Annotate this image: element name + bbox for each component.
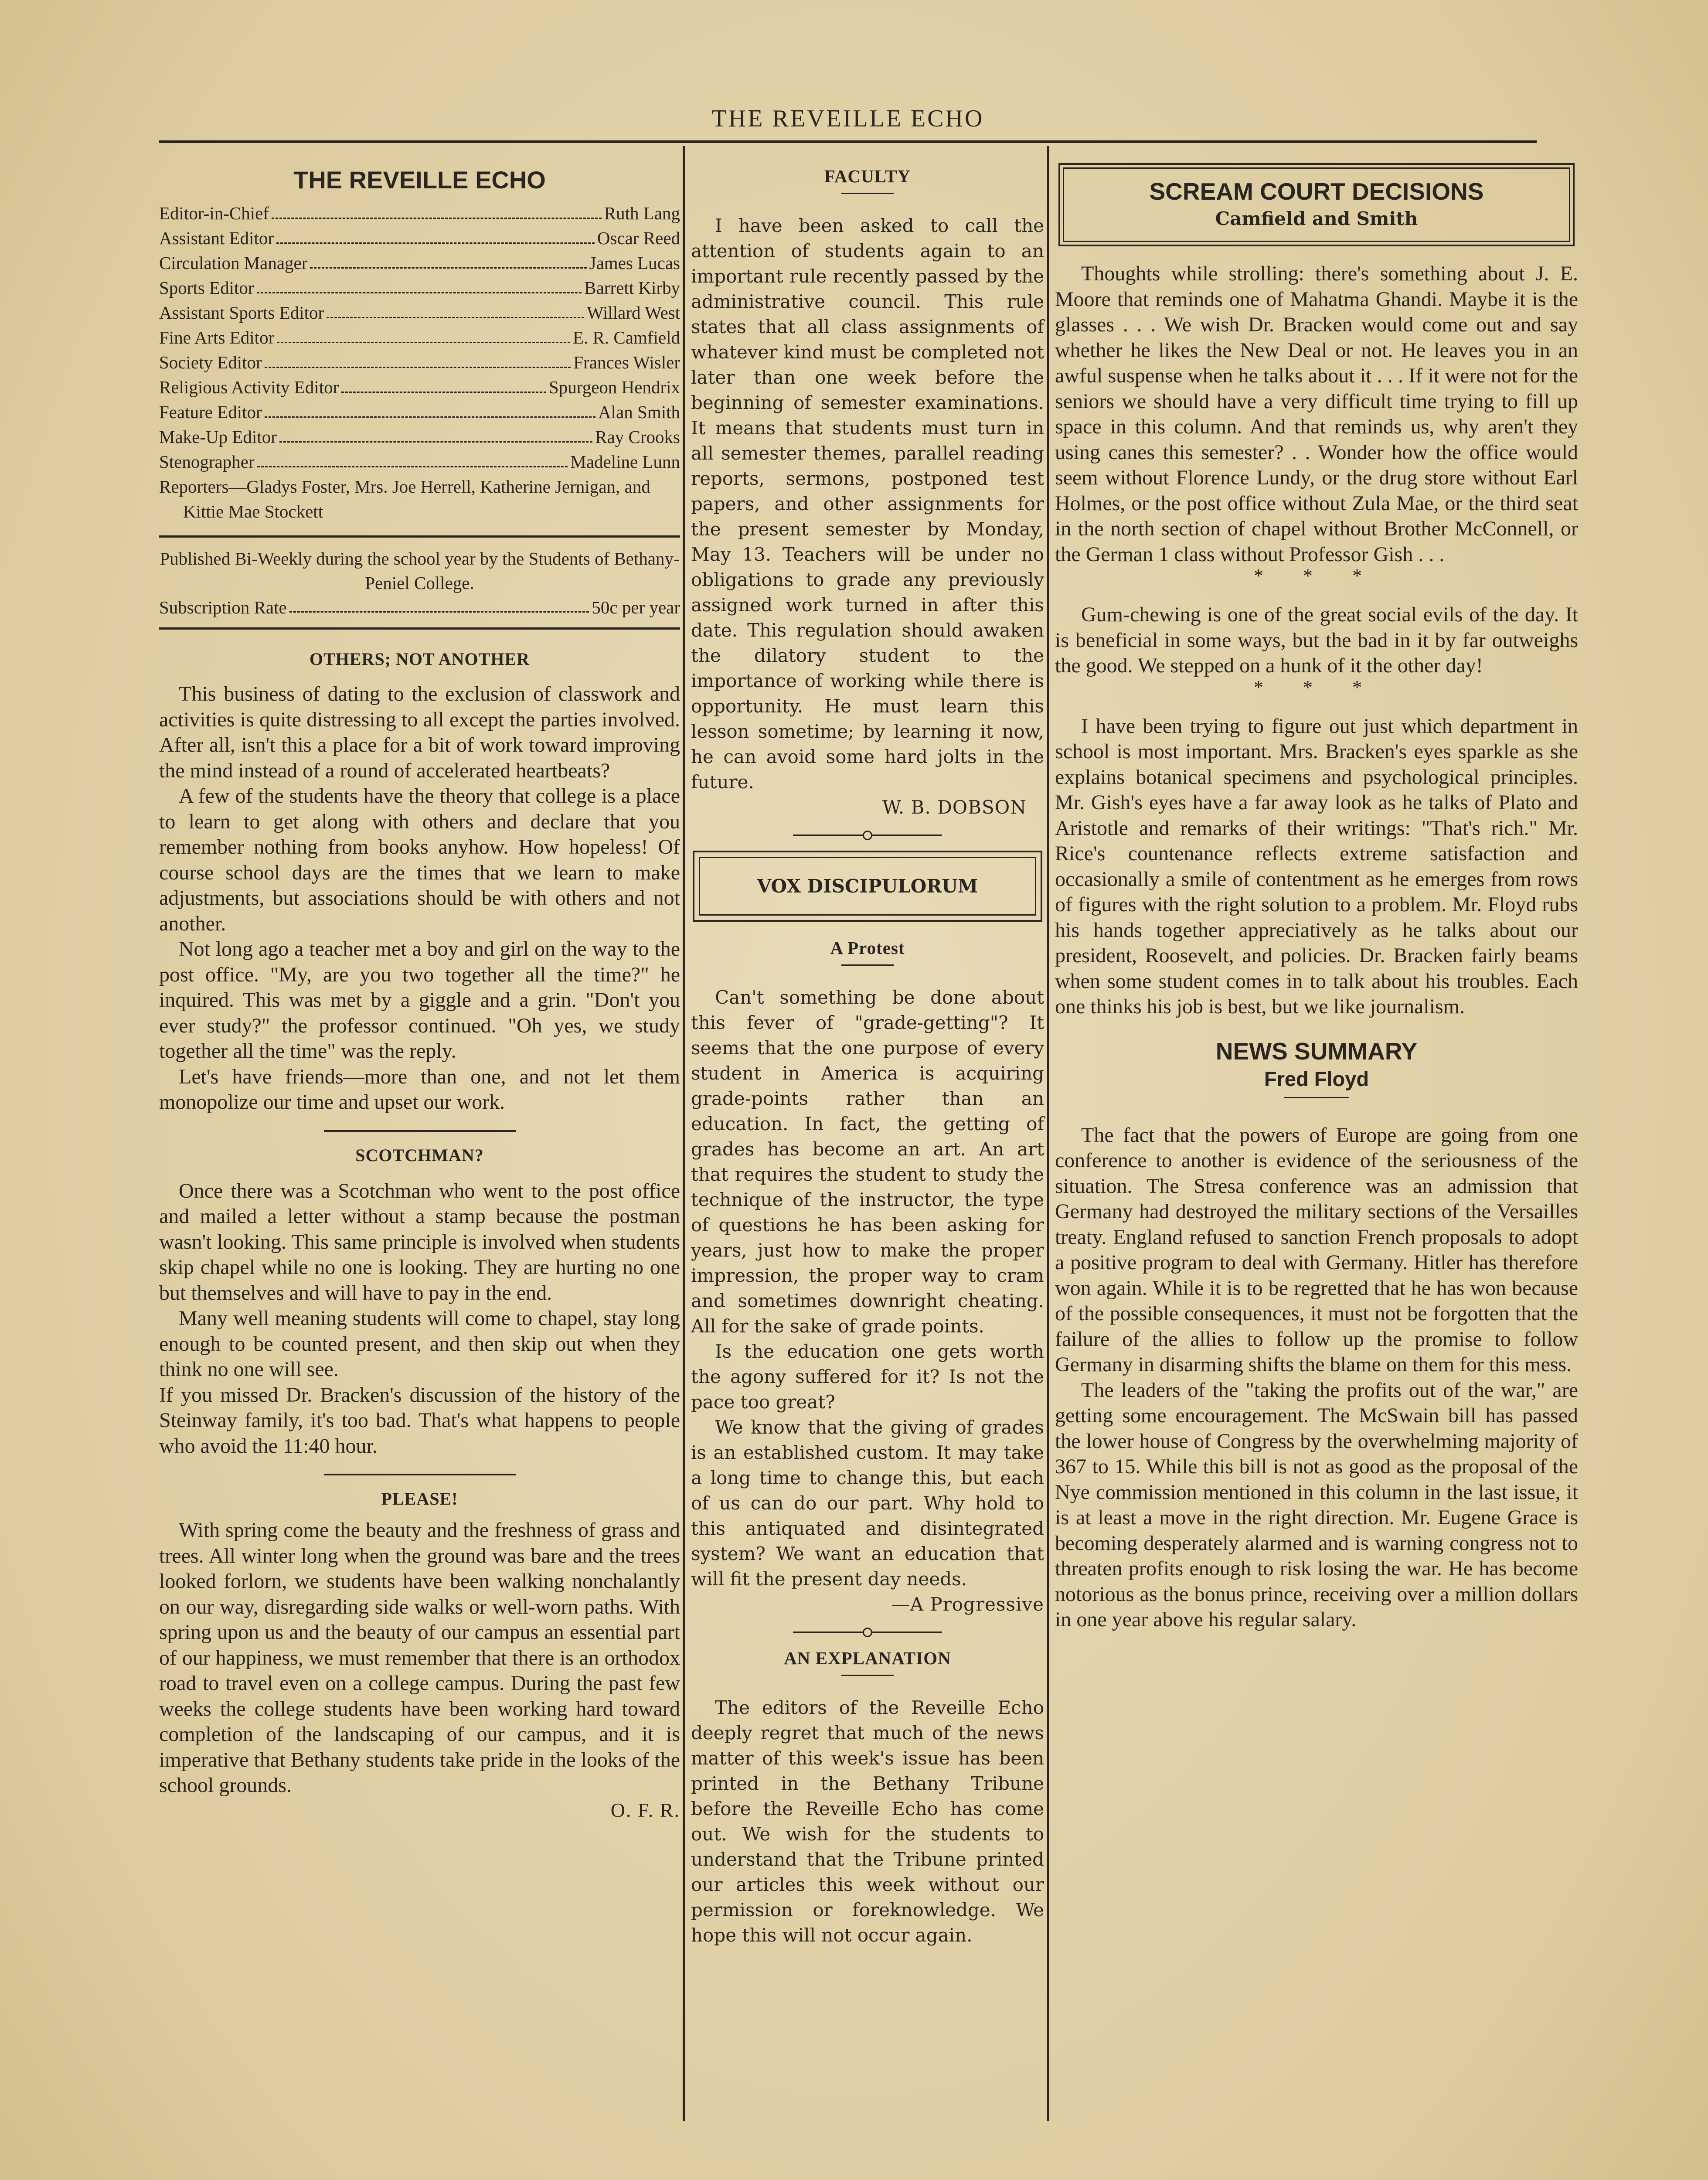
ornament-separator: [691, 1628, 1044, 1637]
article-please: With spring come the beauty and the freshness of grass and trees. All winter long when the ground was bare and the trees looked forlorn, we students have been walking nonchalantly on our way, disregarding side walks or well-worn paths. With spring upon us and the beauty of our campus an essential part of our happiness, we must remember that there is an orthodox road to travel even on a college campus. During the past few weeks the college students have been working hard toward completion of the landscaping of our campus, and it is imperative that Bethany students take pride in the looks of the school grounds.: [159, 1519, 680, 1797]
publication-note: Published Bi-Weekly during the school year by the Students of Bethany-Peniel College.: [160, 548, 680, 593]
article-explanation: The editors of the Reveille Echo deeply regret that much of the news matter of this week's issue has been printed in the Bethany Tribune before the Reveille Echo has come out. We wish for the students to understand that the Tribune printed our articles this week without our permission or foreknowledge. We hope this will not occur again.: [691, 1697, 1044, 1946]
column-3: [1055, 153, 1578, 1633]
stars-separator: * * *: [1254, 676, 1379, 698]
staff-box-title: THE REVEILLE ECHO: [293, 166, 546, 194]
divider: [324, 1130, 516, 1132]
article-vox: Can't something be done about this fever of "grade-getting"? It seems that the one purpose of every student in America is acquiring grade-points rather than an education. In fact, the getting of grades has become an art. An art that requires the student to study the technique of the instructor, the type of questions he has been asking for years, just how to make the proper impression, the proper way to cram and sometimes downright cheating. All for the sake of grade points. Is the education one gets worth the agony suffered for it? Is not the pace too great? We know that the giving of grades is an established custom. It may take a long time to change this, but each of us can do our part. Why hold to this antiquated and disintegrated system? We want an education that will fit the present day needs. —A Progressive: [691, 985, 1044, 1617]
vox-title: VOX DISCIPULORUM: [699, 857, 1036, 916]
article-heading-others: OTHERS; NOT ANOTHER: [309, 649, 530, 669]
staff-row: Circulation Manager James Lucas: [159, 251, 680, 276]
staff-row: Feature Editor Alan Smith: [159, 400, 680, 425]
stars-separator: * * *: [1254, 565, 1379, 586]
article-heading-please: PLEASE!: [381, 1489, 458, 1509]
column-rule-2: [1047, 146, 1049, 2121]
divider: [841, 1675, 894, 1676]
scream-court-box: [1058, 163, 1575, 246]
article-news-summary: The fact that the powers of Europe are going from one conference to another is evidence of the seriousness of the situation. The Stresa conference was an admission that Germany had destroyed the military sections of the Versailles treaty. England refused to sanction French proposals to adopt a positive program to deal with Germany. Hitler has therefore won again. While it is to be regretted that he has won because of the possible consequences, it must not be forgotten that the failure of the allies to follow up the promise to follow Germany in disarming shifts the blame on them for this mess. The leaders of the "taking the profits out of the war," are getting some encouragement. The McSwain bill has passed the lower house of Congress by the overwhelming majority of 367 to 15. While this bill is not as good as the proposal of the Nye commission mentioned in this column in the last issue, it is at least a move in the right direction. Mr. Eugene Grace is becoming desperately alarmed and is warning congress not to threaten profits enough to risk losing the war. He has become notorious as the bonus prince, receiving over a million dollars in one year above his regular salary.: [1055, 1123, 1578, 1631]
column-title: SCREAM COURT DECISIONS: [1149, 178, 1484, 205]
vox-box: [693, 851, 1042, 922]
ornament-separator: [691, 831, 1044, 840]
subscription-rate: Subscription Rate 50c per year: [159, 595, 680, 620]
article-subheading: A Protest: [830, 938, 905, 958]
signature: W. B. DOBSON: [882, 797, 1027, 818]
divider: [159, 627, 680, 630]
column-rule-1: [683, 146, 685, 2121]
divider: [159, 535, 680, 538]
article-scream-court: Thoughts while strolling: there's something about J. E. Moore that reminds one of Mahatma Ghandi. Maybe it is the glasses . . . We wish Dr. Bracken would come out and say whether he likes the New Deal or not. He leaves you in an awful suspense when he talks about it . . . If it were not for the seniors we should have a very difficult time trying to fill up space in this column. And that reminds us, why aren't they using canes this semester? . . Wonder how the office would seem without Florence Lundy, or the drug store without Earl Holmes, or the post office without Zula Mae, or the third seat in the north section of chapel without Brother McConnell, or the German 1 class without Professor Gish . . . * * * Gum-chewing is one of the great social evils of the day. It is beneficial in some ways, but the bad in it by far outweighs the good. We stepped on a hunk of it the other day! * * * I have been trying to figure out just which department in school is most important. Mrs. Bracken's eyes sparkle as she explains botanical specimens and psychological principles. Mr. Gish's eyes have a far away look as he talks of Plato and Aristotle and remarks of their writings: "That's rich." Mr. Rice's countenance reflects extreme satisfaction and occasionally a smile of contentment as he emerges from rows of figures with the right solution to a problem. Mr. Floyd rubs his hands together appreciatively as he talks about our president, Roosevelt, and policies. Dr. Bracken fairly beams when some student comes in to talk about his troubles. Each one thinks his job is best, but we like journalism.: [1055, 262, 1578, 1018]
column-1: [159, 153, 680, 1822]
divider: [841, 964, 894, 966]
divider: [841, 193, 894, 194]
news-summary-title: NEWS SUMMARY: [1215, 1037, 1418, 1065]
staff-row: Assistant Sports Editor Willard West: [159, 300, 680, 325]
signature: O. F. R.: [610, 1798, 680, 1821]
staff-row: Make-Up Editor Ray Crooks: [159, 425, 680, 450]
news-summary-byline: Fred Floyd: [1264, 1067, 1369, 1090]
staff-row: Fine Arts Editor E. R. Camfield: [159, 325, 680, 350]
signature: —A Progressive: [891, 1594, 1044, 1615]
masthead-rule: [159, 140, 1537, 143]
divider: [324, 1474, 516, 1475]
article-heading-faculty: FACULTY: [824, 166, 911, 186]
article-heading-scotchman: SCOTCHMAN?: [355, 1145, 484, 1165]
article-scotchman: Once there was a Scotchman who went to the post office and mailed a letter without a stamp because the postman wasn't looking. This same principle is involved when students skip chapel while no one is looking. They are hurting no one but themselves and will have to pay in the end. Many well meaning students will come to chapel, stay long enough to be counted present, and then skip out when they think no one will see. If you missed Dr. Bracken's discussion of the history of the Steinway family, it's too bad. That's what happens to people who avoid the 11:40 hour.: [159, 1179, 680, 1458]
staff-row: Society Editor Frances Wisler: [159, 350, 680, 375]
staff-row: Stenographer Madeline Lunn: [159, 450, 680, 474]
staff-row: Editor-in-Chief Ruth Lang: [159, 201, 680, 226]
staff-row: Religious Activity Editor Spurgeon Hendrix: [159, 375, 680, 400]
divider: [1284, 1097, 1349, 1098]
staff-row: Assistant Editor Oscar Reed: [159, 226, 680, 251]
article-others: This business of dating to the exclusion of classwork and activities is quite distressing to all except the parties involved. After all, isn't this a place for a bit of work toward improving the mind instead of a round of accelerated heartbeats? A few of the students have the theory that college is a place to learn to get along with others and declare that you remember nothing from books anyhow. How hopeless! Of course school days are the times that we learn to make adjustments, but associations should be with others and not another. Not long ago a teacher met a boy and girl on the way to the post office. "My, are you two together all the time?" he inquired. This was met by a giggle and a grin. "Don't you ever study?" the professor continued. "Oh yes, we study together all the time" was the reply. Let's have friends—more than one, and not let them monopolize our time and upset our work.: [159, 682, 680, 1114]
column-byline: Camfield and Smith: [1215, 208, 1418, 229]
article-faculty: I have been asked to call the attention of students again to an important rule recently passed by the administrative council. This rule states that all class assignments of whatever kind must be completed not later than one week before the beginning of semester examinations. It means that students must turn in all semester themes, parallel reading reports, sermons, postponed test papers, and other assignments for the present semester by Monday, May 13. Teachers will be under no obligations to grade any previously assigned work turned in after this date. This regulation should awaken the dilatory student to the importance of working while there is opportunity. He must learn this lesson sometime; by learning it now, he can avoid some hard jolts in the future. W. B. DOBSON: [691, 213, 1044, 820]
article-heading-explanation: AN EXPLANATION: [784, 1648, 951, 1668]
column-2: [691, 153, 1044, 1948]
reporters-line: Reporters—Gladys Foster, Mrs. Joe Herrell, Katherine Jernigan, and Kittie Mae Stockett: [159, 477, 650, 521]
staff-list: [159, 201, 680, 474]
masthead: THE REVEILLE ECHO: [711, 105, 984, 132]
staff-row: Sports Editor Barrett Kirby: [159, 276, 680, 300]
